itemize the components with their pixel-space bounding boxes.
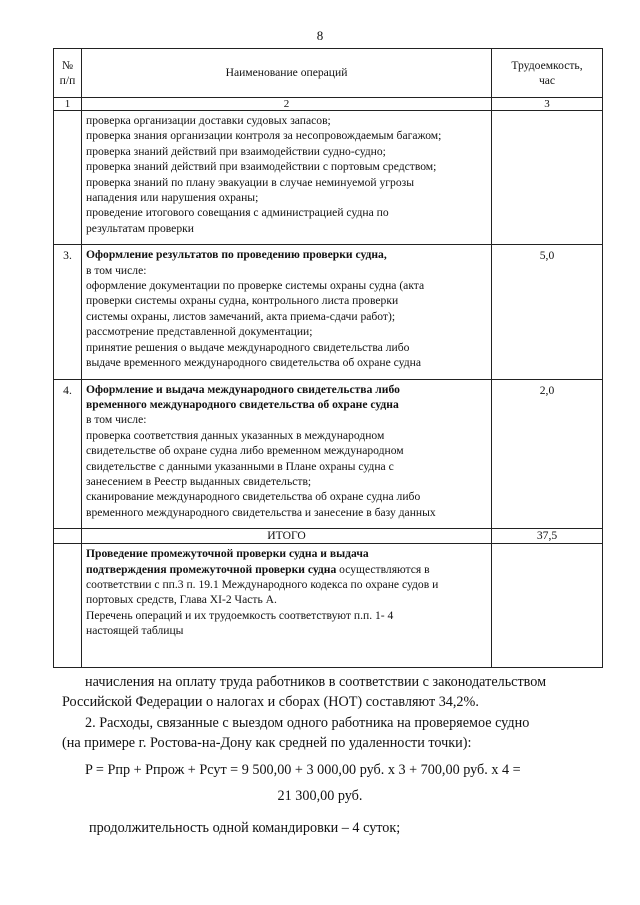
- header-num: № п/п: [54, 49, 82, 98]
- table-header-row: [54, 49, 603, 98]
- total-label: ИТОГО: [82, 529, 492, 544]
- text-line: портовых средств, Глава XI-2 Часть А.: [86, 593, 277, 607]
- text-line: начисления на оплату труда работников в соответствии с законодательством: [85, 674, 547, 690]
- text-line: проверка организации доставки судовых запасов;: [86, 114, 331, 127]
- intermediate-description: [82, 544, 492, 667]
- intermediate-num-empty: [54, 544, 82, 667]
- page-number: 8: [316, 28, 324, 43]
- text-line: настоящей таблицы: [86, 624, 184, 638]
- table-row-intermediate: [54, 544, 603, 667]
- row-title: временного международного свидетельства об охране судна: [86, 397, 399, 411]
- row-number: 4.: [54, 379, 82, 529]
- table-row-3: [54, 245, 603, 379]
- header-hours: Трудоемкость, час: [492, 49, 603, 98]
- text-line: временного международного свидетельства и занесение в базу данных: [86, 505, 436, 519]
- text-line: в том числе:: [86, 263, 147, 277]
- text-line: проверка знаний действий при взаимодействии судно-судно;: [86, 144, 386, 158]
- operations-table: [53, 48, 603, 668]
- text-line: проведение итогового совещания с администрацией судна по: [86, 206, 389, 220]
- text-line: проверки системы охраны судна, контрольного листа проверки: [86, 294, 399, 308]
- text-line: проверка знания организации контроля за несопровождаемым багажом;: [86, 129, 442, 143]
- continuation-text: [82, 111, 492, 245]
- row-num-empty: [54, 111, 82, 245]
- total-num-empty: [54, 529, 82, 544]
- text-line: 2. Расходы, связанные с выездом одного работника на проверяемое судно: [85, 715, 530, 731]
- text-line: оформление документации по проверке системы охраны судна (акта: [86, 279, 425, 293]
- paragraph-travel-costs: [62, 713, 605, 753]
- row-title: Оформление результатов по проведению проверки судна,: [86, 248, 387, 262]
- row-hours-empty: [492, 111, 603, 245]
- text-line: проверка знаний по плану эвакуации в случае неминуемой угрозы: [86, 175, 414, 189]
- text-line: сканирование международного свидетельства об охране судна либо: [86, 490, 421, 504]
- text-line: результатам проверки: [86, 221, 194, 235]
- text-line: системы охраны, листов замечаний, акта приема-сдачи работ);: [86, 309, 396, 323]
- total-value: 37,5: [492, 529, 603, 544]
- column-index-row: [54, 98, 603, 111]
- text-line: нападения или нарушения охраны;: [86, 191, 259, 205]
- text-line: свидетельстве об охране судна либо временном международном: [86, 444, 404, 458]
- text-line: выдаче временного международного свидетельства об охране судна: [86, 356, 421, 370]
- intermediate-hours-empty: [492, 544, 603, 667]
- row-description: [82, 379, 492, 529]
- text-line: соответствии с пп.3 п. 19.1 Международного кодекса по охране судов и: [86, 577, 439, 591]
- text-line: в том числе:: [86, 413, 147, 427]
- text-line: занесением в Реестр выданных свидетельств;: [86, 474, 312, 488]
- table-row-4: [54, 379, 603, 529]
- text-line: осуществляются в: [336, 562, 430, 576]
- paragraph-not: [62, 672, 605, 712]
- cost-formula: P = Pпр + Pпрож + Pсут = 9 500,00 + 3 000,00 руб. х 3 + 700,00 руб. х 4 =: [85, 762, 521, 778]
- header-name: Наименование операций: [82, 49, 492, 98]
- column-index-2: 2: [82, 98, 492, 111]
- column-index-1: 1: [54, 98, 82, 111]
- text-line: рассмотрение представленной документации;: [86, 325, 313, 339]
- text-line: проверка соответствия данных указанных в международном: [86, 428, 385, 442]
- column-index-3: 3: [492, 98, 603, 111]
- text-line: Российской Федерации о налогах и сборах (НОТ) составляют 34,2%.: [62, 694, 479, 710]
- text-line: свидетельстве с данными указанными в Плане охраны судна с: [86, 459, 394, 473]
- text-line: проверка знаний действий при взаимодействии с портовым средством;: [86, 160, 437, 174]
- row-number: 3.: [54, 245, 82, 379]
- table-row-continuation: [54, 111, 603, 245]
- intermediate-title: Проведение промежуточной проверки судна и выдача: [86, 547, 369, 561]
- text-line: (на примере г. Ростова-на-Дону как средней по удаленности точки):: [62, 735, 472, 751]
- row-hours: 2,0: [492, 379, 603, 529]
- text-line: Перечень операций и их трудоемкость соответствуют п.п. 1- 4: [86, 608, 394, 622]
- row-title: Оформление и выдача международного свидетельства либо: [86, 382, 400, 396]
- row-hours: 5,0: [492, 245, 603, 379]
- formula-result: 21 300,00 руб.: [277, 788, 363, 804]
- intermediate-title: подтверждения промежуточной проверки судна: [86, 562, 337, 576]
- trip-duration: продолжительность одной командировки – 4 суток;: [89, 820, 401, 836]
- table-total-row: [54, 529, 603, 544]
- text-line: принятие решения о выдаче международного свидетельства либо: [86, 340, 410, 354]
- row-description: [82, 245, 492, 379]
